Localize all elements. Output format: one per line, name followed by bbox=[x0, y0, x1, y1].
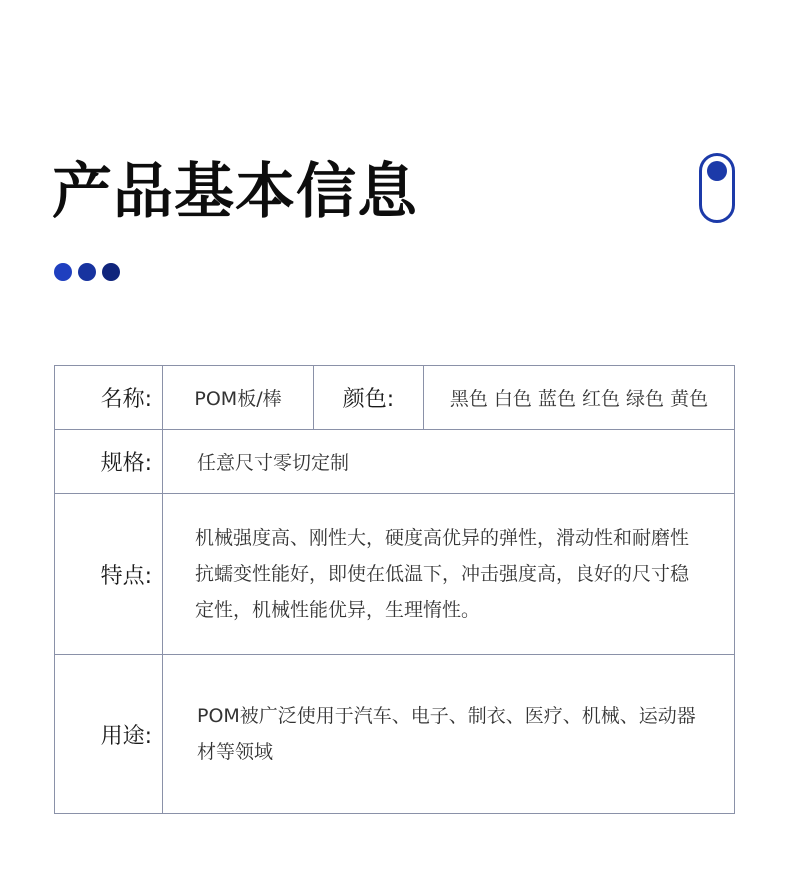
dot-icon bbox=[102, 263, 120, 281]
name-value: POM板/棒 bbox=[163, 366, 314, 429]
page-title: 产品基本信息 bbox=[52, 157, 418, 227]
spec-table bbox=[54, 365, 735, 814]
usage-label: 用途: bbox=[55, 655, 163, 813]
features-label: 特点: bbox=[55, 494, 163, 654]
dot-icon bbox=[54, 263, 72, 281]
features-value: 机械强度高、刚性大，硬度高优异的弹性，滑动性和耐磨性抗蠕变性能好，即使在低温下，冲击强度高，良好的尺寸稳定性，机械性能优异，生理惰性。 bbox=[195, 527, 690, 621]
table-row-name-color bbox=[55, 366, 734, 430]
usage-value: POM被广泛使用于汽车、电子、制衣、医疗、机械、运动器材等领域 bbox=[197, 705, 696, 763]
toggle-icon bbox=[699, 153, 735, 223]
spec-label: 规格: bbox=[55, 430, 163, 493]
table-row-spec bbox=[55, 430, 734, 494]
name-label: 名称: bbox=[55, 366, 163, 429]
dot-icon bbox=[78, 263, 96, 281]
table-row-features bbox=[55, 494, 734, 655]
spec-value: 任意尺寸零切定制 bbox=[197, 452, 350, 474]
toggle-knob bbox=[707, 161, 727, 181]
decorative-dots bbox=[54, 263, 120, 281]
color-value: 黑色 白色 蓝色 红色 绿色 黄色 bbox=[449, 388, 709, 410]
color-label: 颜色: bbox=[314, 366, 424, 429]
table-row-usage bbox=[55, 655, 734, 813]
